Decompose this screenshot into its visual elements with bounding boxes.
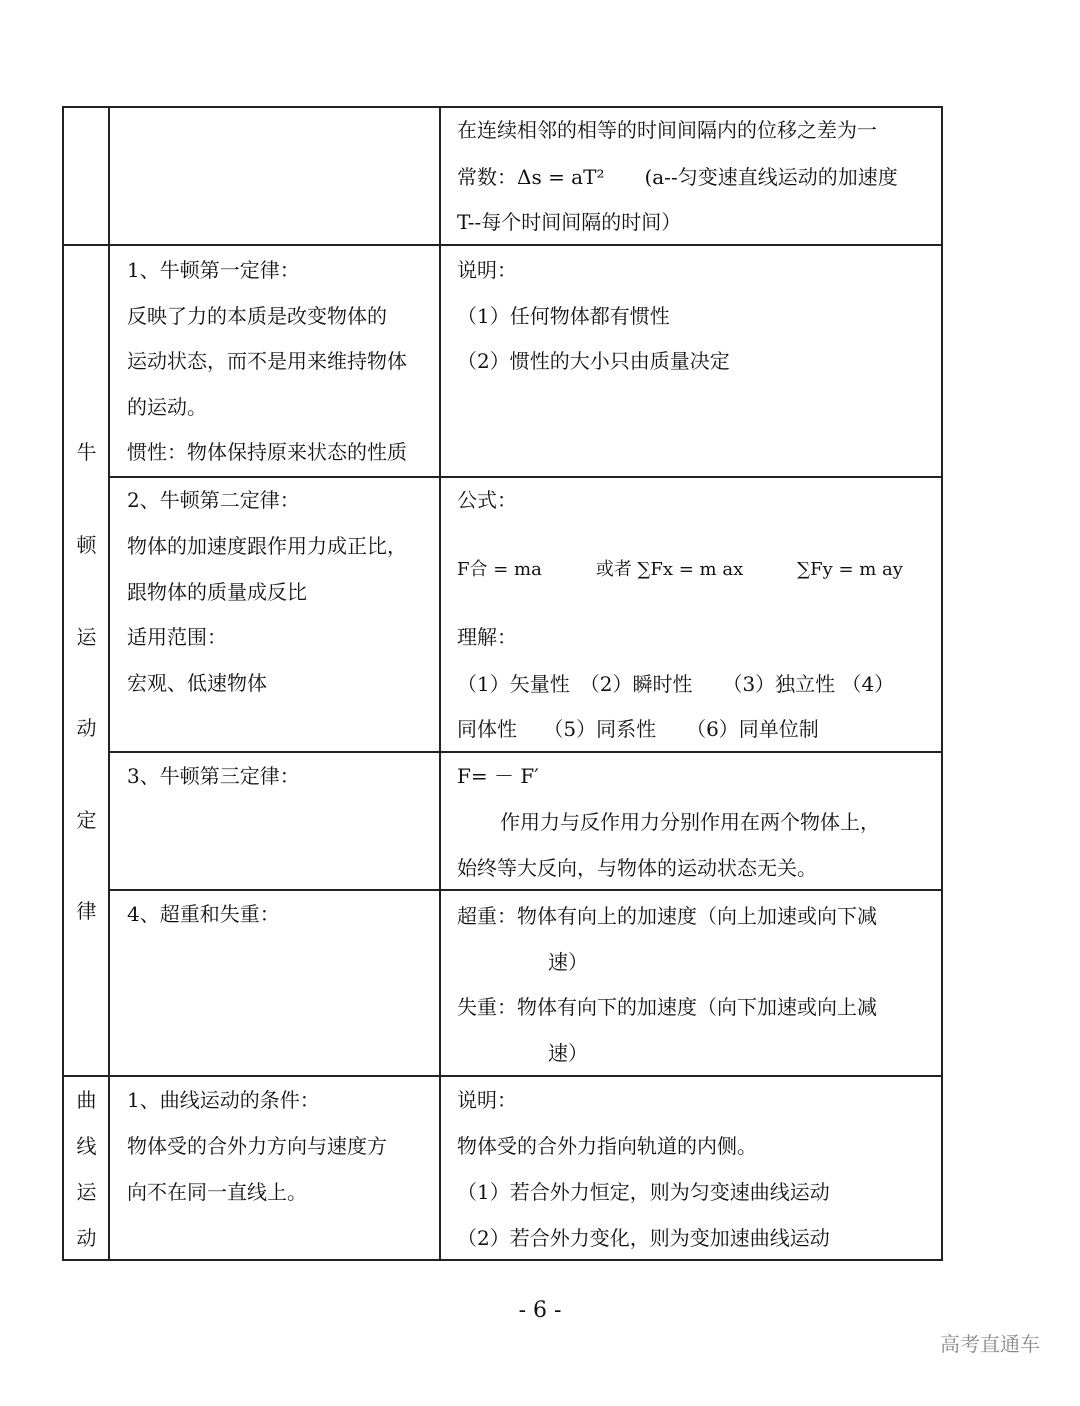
- section-label-char: 运: [76, 1180, 97, 1204]
- cell-text: 速）: [548, 950, 588, 974]
- law-title: 4、超重和失重：: [127, 902, 280, 926]
- row-divider: [109, 751, 943, 753]
- cell-text: （1）任何物体都有惯性: [457, 304, 670, 328]
- section-label-char: 运: [76, 625, 97, 649]
- cell-text: T--每个时间间隔的时间）: [457, 210, 682, 234]
- cell-text: 跟物体的质量成反比: [127, 580, 307, 604]
- law-title: 1、曲线运动的条件：: [127, 1088, 320, 1112]
- law-title: 3、牛顿第三定律：: [127, 764, 300, 788]
- cell-text: 常数：Δs = aT² (a--匀变速直线运动的加速度: [457, 165, 898, 189]
- cell-text: 物体的加速度跟作用力成正比，: [127, 534, 407, 558]
- cell-text: 反映了力的本质是改变物体的: [127, 304, 387, 328]
- cell-text: （1）若合外力恒定，则为匀变速曲线运动: [457, 1180, 830, 1204]
- cell-text: 惯性：物体保持原来状态的性质: [127, 440, 407, 464]
- formula: F合 = ma 或者 ∑Fx = m ax ∑Fy = m ay: [457, 559, 903, 580]
- col-divider: [439, 106, 441, 1261]
- cell-text: 说明：: [457, 1088, 517, 1112]
- table-border: [941, 106, 943, 1261]
- cell-text: 运动状态，而不是用来维持物体: [127, 349, 407, 373]
- cell-text: 始终等大反向，与物体的运动状态无关。: [457, 856, 817, 880]
- section-label-char: 牛: [76, 440, 97, 464]
- row-divider: [63, 244, 943, 246]
- section-label-char: 动: [76, 1226, 97, 1250]
- section-label-char: 动: [76, 716, 97, 740]
- cell-text: 向不在同一直线上。: [127, 1180, 307, 1204]
- cell-text: 说明：: [457, 258, 517, 282]
- cell-text: 失重：物体有向下的加速度（向下加速或向上减: [457, 995, 877, 1019]
- row-divider: [109, 889, 943, 891]
- watermark: 高考直通车: [940, 1332, 1040, 1356]
- table-border: [63, 1259, 943, 1261]
- cell-text: 速）: [548, 1041, 588, 1065]
- section-label-char: 顿: [76, 533, 97, 557]
- cell-text: 宏观、低速物体: [127, 671, 267, 695]
- cell-text: 超重：物体有向上的加速度（向上加速或向下减: [457, 904, 877, 928]
- table-border: [63, 106, 943, 108]
- row-divider: [63, 1075, 943, 1077]
- cell-text: 的运动。: [127, 395, 207, 419]
- section-label-char: 线: [76, 1134, 97, 1158]
- cell-text: 同体性 （5）同系性 （6）同单位制: [457, 717, 819, 741]
- cell-text: 理解：: [457, 625, 517, 649]
- cell-text: 在连续相邻的相等的时间间隔内的位移之差为一: [457, 118, 877, 142]
- section-label-char: 律: [76, 899, 97, 923]
- formula: F= － F′: [457, 764, 539, 788]
- row-divider: [109, 476, 943, 478]
- section-label-char: 曲: [76, 1088, 97, 1112]
- cell-text: 公式：: [457, 488, 517, 512]
- cell-text: 物体受的合外力指向轨道的内侧。: [457, 1134, 757, 1158]
- section-label-char: 定: [76, 808, 97, 832]
- law-title: 1、牛顿第一定律：: [127, 258, 300, 282]
- cell-text: 物体受的合外力方向与速度方: [127, 1134, 387, 1158]
- cell-text: 适用范围：: [127, 625, 227, 649]
- cell-text: 作用力与反作用力分别作用在两个物体上，: [500, 810, 880, 834]
- page-number: - 6 -: [518, 1298, 562, 1323]
- cell-text: （1）矢量性 （2）瞬时性 （3）独立性 （4）: [457, 672, 895, 696]
- cell-text: （2）惯性的大小只由质量决定: [457, 349, 730, 373]
- law-title: 2、牛顿第二定律：: [127, 488, 300, 512]
- cell-text: （2）若合外力变化，则为变加速曲线运动: [457, 1226, 830, 1250]
